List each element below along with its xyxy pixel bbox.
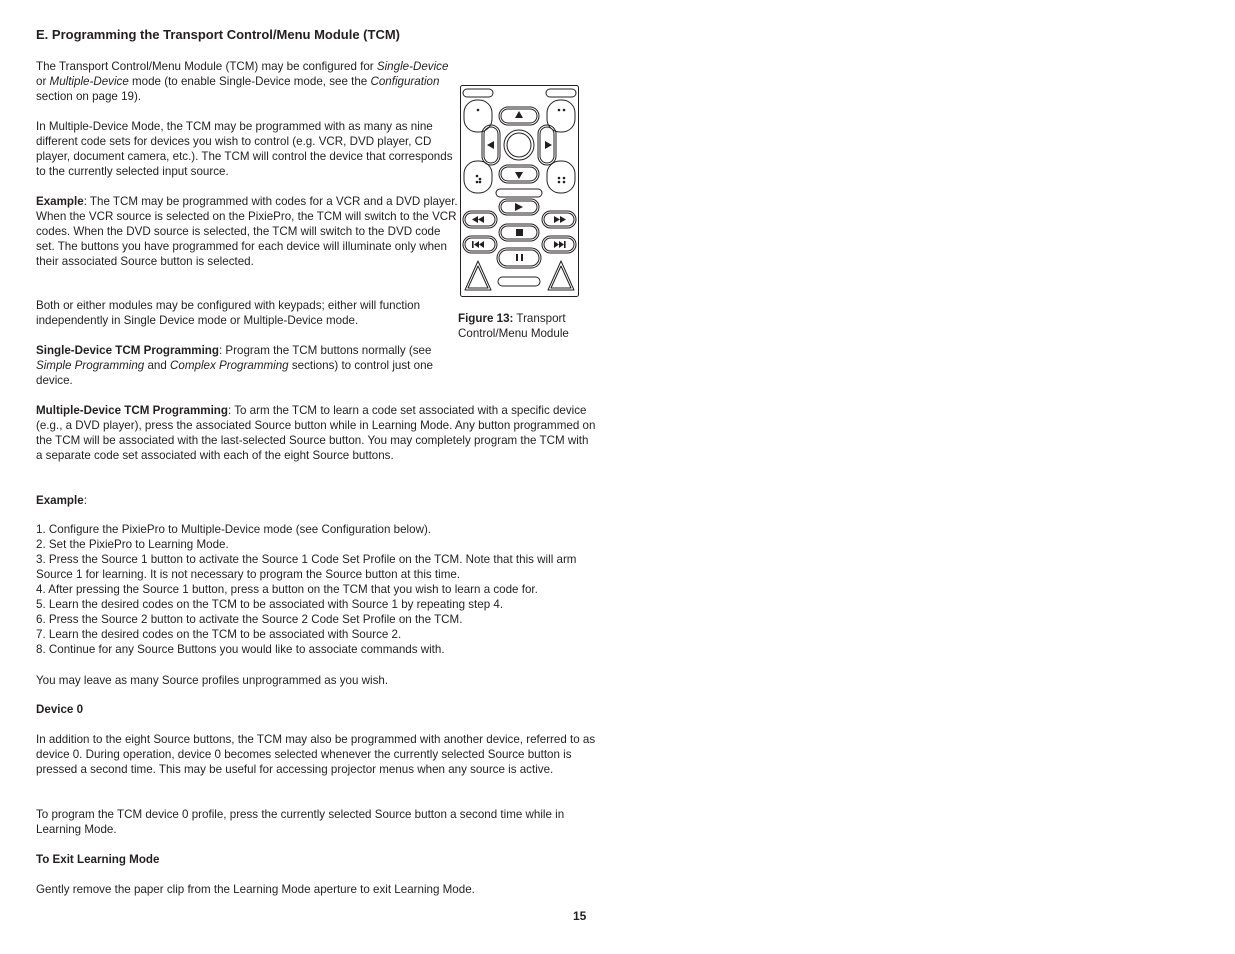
tcm-button-mid-right	[547, 161, 575, 193]
multiple-device-paragraph: Multiple-Device TCM Programming: To arm the TCM to learn a code set associated with a specific device (e.g., a DVD player), press the associated Source button while in Learning Mode. Any button programmed on the TCM will be associated with the last-selected Source button. You may completely program the TCM with a separate code set associated with each of the eight Source buttons.	[36, 404, 596, 462]
section-title: E. Programming the Transport Control/Menu Module (TCM)	[36, 27, 400, 42]
device-0-program-paragraph: To program the TCM device 0 profile, press the currently selected Source button a second time while in Learning Mode.	[36, 808, 565, 836]
left-arrow-icon	[487, 141, 494, 149]
multi-device-mode-paragraph: In Multiple-Device Mode, the TCM may be programmed with as many as nine different code sets for devices you wish to control (e.g. VCR, DVD player, CD player, document camera, etc.). The TCM will control the device that corresponds to the currently selected input source.	[36, 120, 453, 178]
exit-learning-mode-paragraph: Gently remove the paper clip from the Learning Mode aperture to exit Learning Mode.	[36, 883, 475, 896]
fast-forward-icon	[560, 216, 566, 223]
exit-learning-mode-heading: To Exit Learning Mode	[36, 853, 160, 866]
tcm-button-top-right	[547, 100, 575, 132]
list-item: 1. Configure the PixiePro to Multiple-Device mode (see Configuration below).	[36, 523, 432, 536]
list-item: 5. Learn the desired codes on the TCM to be associated with Source 1 by repeating step 4.	[36, 598, 504, 611]
single-device-paragraph: Single-Device TCM Programming: Program the TCM buttons normally (see Simple Programming and Complex Programming sections) to control just one device.	[36, 344, 433, 387]
list-item: 6. Press the Source 2 button to activate the Source 2 Code Set Profile on the TCM.	[36, 613, 463, 626]
example-heading: Example:	[36, 494, 87, 507]
device-0-heading: Device 0	[36, 703, 84, 716]
unprogrammed-paragraph: You may leave as many Source profiles unprogrammed as you wish.	[36, 674, 389, 687]
steps-list	[36, 522, 596, 657]
keypads-paragraph: Both or either modules may be configured with keypads; either will function independently in Single Device mode or Multiple-Device mode.	[36, 299, 421, 327]
pause-icon	[516, 254, 518, 261]
list-item: 7. Learn the desired codes on the TCM to be associated with Source 2.	[36, 628, 402, 641]
tcm-module-figure	[460, 85, 579, 297]
stop-icon	[516, 229, 523, 236]
next-track-icon	[554, 241, 559, 248]
intro-paragraph: The Transport Control/Menu Module (TCM) may be configured for Single-Device or Multiple-Device mode (to enable Single-Device mode, see the Configuration section on page 19).	[36, 60, 449, 103]
tcm-button-mid-left	[464, 161, 492, 193]
center-button	[507, 133, 531, 157]
list-item: 8. Continue for any Source Buttons you would like to associate commands with.	[36, 643, 445, 656]
list-item: 2. Set the PixiePro to Learning Mode.	[36, 538, 229, 551]
list-item: 3. Press the Source 1 button to activate the Source 1 Code Set Profile on the TCM. Note that this will arm Source 1 for learning. It is not necessary to program the Source button at this time.	[36, 553, 577, 581]
page-number: 15	[573, 909, 587, 923]
device-0-paragraph: In addition to the eight Source buttons, the TCM may also be programmed with another device, referred to as device 0. During operation, device 0 becomes selected whenever the currently selected Source button is pressed a second time. This may be useful for accessing projector menus when any source is active.	[36, 733, 596, 776]
list-item: 4. After pressing the Source 1 button, press a button on the TCM that you wish to learn a code for.	[36, 583, 538, 596]
play-icon	[515, 203, 523, 211]
up-arrow-icon	[515, 111, 523, 118]
example-paragraph: Example: The TCM may be programmed with codes for a VCR and a DVD player. When the VCR source is selected on the PixiePro, the TCM will switch to the VCR codes. When the DVD source is selected, the TCM will switch to the DVD code set. The buttons you have programmed for each device will illuminate only when their associated Source button is selected.	[36, 195, 458, 268]
down-arrow-icon	[515, 172, 523, 179]
previous-track-icon	[472, 241, 474, 248]
figure-caption: Figure 13: Transport Control/Menu Module	[458, 312, 569, 340]
rewind-icon	[472, 216, 478, 223]
center-button-ring	[504, 130, 534, 160]
right-arrow-icon	[545, 141, 552, 149]
